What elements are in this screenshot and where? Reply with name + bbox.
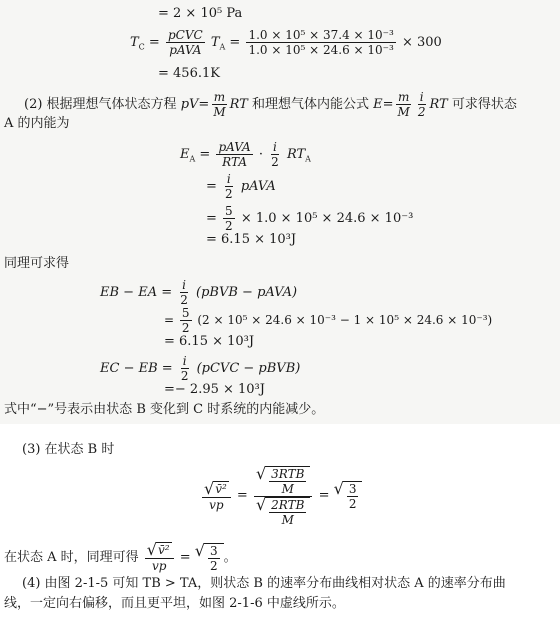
ec-eb-result: =− 2.95 × 10³J	[164, 382, 265, 397]
eb-ea-equation: EB − EA = $\frac{i}{2}$ (pBVB − pAVA)	[100, 278, 298, 307]
ec-eb-equation: EC − EB = $\frac{i}{2}$ (pCVC − pBVB)	[100, 354, 301, 383]
rms-over-vp: √ v̄² vp	[202, 481, 231, 512]
solution-panel-bottom	[0, 430, 560, 618]
pressure-result: = 2 × 10⁵ Pa	[158, 6, 243, 21]
root-ratio: √ $\frac{\text{3RTB}}{M}$ √ $\frac{\text{2RTB}}{M}$	[254, 466, 312, 527]
speed-ratio-equation: √ v̄² vp = √ $\frac{\text{3RTB}}{M}$ √ $\frac{\text{2RTB}}{M}$ = √ $\frac{3}{2}$	[200, 468, 362, 524]
part-4-line-2: 线，一定向右偏移，而且更平坦，如图 2-1-6 中虚线所示。	[4, 596, 345, 611]
tc-result: = 456.1K	[158, 66, 220, 81]
ea-result: = 6.15 × 10³J	[206, 232, 297, 247]
tc-equation: $T_C$ = $\frac{\text{pCVC}}{\text{pAVA}}$ $T_A$ = $\frac{\text{1.0 × 10⁵ × 37.4 × 10⁻³}}{\text{1.0 × 10⁵ × 24.6 × 10⁻³}}$ × 300	[130, 28, 442, 57]
ea-step-3: = $\frac{5}{2}$ × 1.0 × 10⁵ × 24.6 × 10⁻³	[206, 204, 414, 233]
part-3-intro: (3) 在状态 B 时	[22, 442, 115, 457]
tc-numeric-ratio: $\frac{\text{1.0 × 10⁵ × 37.4 × 10⁻³}}{\text{1.0 × 10⁵ × 24.6 × 10⁻³}}$	[248, 28, 394, 57]
ea-step-2: = $\frac{i}{2}$ pAVA	[206, 172, 276, 201]
eb-ea-step-2: = $\frac{5}{2}$ (2 × 10⁵ × 24.6 × 10⁻³ − 1 × 10⁵ × 24.6 × 10⁻³)	[164, 306, 493, 335]
ea-equation: $E_A$ = $\frac{\text{pAVA}}{\text{RTA}}$ · $\frac{i}{2}$ $RT_A$	[180, 140, 311, 169]
similarly-label: 同理可求得	[4, 256, 70, 271]
eb-ea-result: = 6.15 × 10³J	[164, 334, 255, 349]
sign-note: 式中“−”号表示由状态 B 变化到 C 时系统的内能减少。	[4, 402, 325, 417]
state-equation: pV= $\frac{m}{M}$ RT	[180, 90, 248, 119]
part-2-intro-cont: A 的内能为	[4, 116, 70, 131]
energy-formula: E= $\frac{m}{M}$ $\frac{i}{2}$ RT	[373, 90, 448, 119]
tc-ratio: $\frac{\text{pCVC}}{\text{pAVA}}$	[167, 28, 203, 57]
tc-symbol: T	[130, 35, 139, 50]
part-2-intro: (2) 根据理想气体状态方程 pV= $\frac{m}{M}$ RT 和理想气体内能公式 E= $\frac{m}{M}$ $\frac{i}{2}$ RT 可求得状态	[24, 90, 517, 119]
part-4-line-1: (4) 由图 2-1-5 可知 TB > TA，则状态 B 的速率分布曲线相对状态 A 的速率分布曲	[22, 576, 506, 591]
state-a-result: 在状态 A 时，同理可得 √ v̄² vp = √ $\frac{3}{2}$ 。	[4, 540, 237, 573]
